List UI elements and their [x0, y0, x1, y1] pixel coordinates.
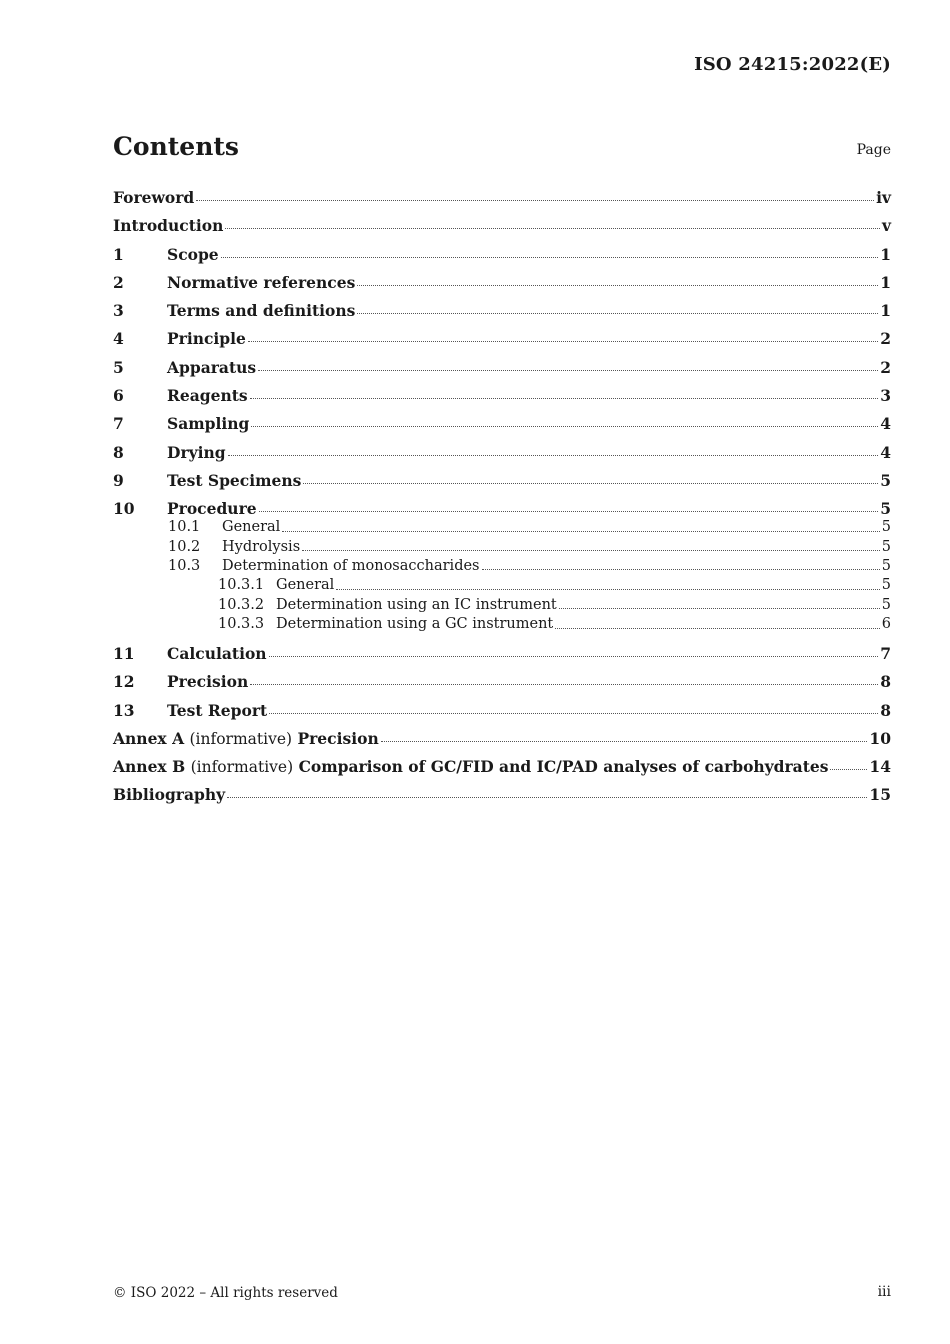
toc-page-number: 5: [880, 470, 891, 490]
dot-leader: [559, 607, 880, 609]
toc-clause-number: 2: [113, 272, 124, 292]
toc-entry-introduction[interactable]: [113, 216, 891, 235]
toc-entry-test-specimens[interactable]: [113, 471, 891, 490]
dot-leader: [269, 655, 879, 657]
toc-page-number: 10: [869, 728, 891, 748]
dot-leader: [225, 227, 880, 229]
toc-page-number: 14: [869, 757, 891, 777]
toc-entry-procedure[interactable]: [113, 499, 891, 518]
toc-clause-number: 10.3.3: [218, 616, 265, 633]
dot-leader: [336, 588, 879, 590]
toc-entry-foreword[interactable]: [113, 188, 891, 207]
toc-entry-general[interactable]: [113, 518, 891, 537]
toc-entry-title: Normative references: [167, 272, 356, 292]
toc-entry-title: Foreword: [113, 188, 195, 207]
toc-clause-number: 10.3.2: [218, 596, 265, 613]
toc-page-number: 4: [880, 442, 891, 462]
toc-entry-terms-and-definitions[interactable]: [113, 301, 891, 320]
toc-entry-title: [113, 729, 379, 749]
toc-entry-reagents[interactable]: [113, 386, 891, 405]
annex-label: Annex A: [113, 728, 185, 748]
toc-entry-title: Drying: [167, 442, 226, 462]
dot-leader: [227, 796, 867, 798]
dot-leader: [228, 454, 879, 456]
toc-entry-title: Introduction: [113, 216, 224, 236]
annex-title: Comparison of GC/FID and IC/PAD analyses of carbohydrates: [298, 757, 829, 777]
toc-entry-title: Hydrolysis: [222, 538, 301, 555]
dot-leader: [357, 284, 878, 286]
toc-page-number: 5: [881, 538, 891, 555]
toc-clause-number: 9: [113, 470, 124, 490]
page-number: iii: [877, 1284, 891, 1300]
toc-entry-calculation[interactable]: [113, 644, 891, 663]
toc-entry-annex-a[interactable]: [113, 729, 891, 748]
toc-entry-determination-of-monosaccharides[interactable]: [113, 557, 891, 576]
toc-clause-number: 4: [113, 329, 124, 349]
toc-page-number: 5: [881, 519, 891, 536]
toc-page-number: 6: [881, 616, 891, 633]
toc-entry-title: Terms and definitions: [167, 301, 356, 321]
contents-title: Contents: [113, 132, 240, 161]
toc-page-number: 5: [881, 577, 891, 594]
toc-entry-title: Procedure: [167, 499, 257, 519]
toc-page-number: 2: [880, 329, 891, 349]
toc-clause-number: 5: [113, 357, 124, 377]
dot-leader: [196, 199, 874, 201]
toc-entry-normative-references[interactable]: [113, 273, 891, 292]
toc-entry-general-sub[interactable]: [113, 576, 891, 595]
toc-entry-title: Determination of monosaccharides: [222, 558, 480, 575]
dot-leader: [302, 549, 880, 551]
toc-entry-precision[interactable]: [113, 672, 891, 691]
toc-page-number: 15: [869, 785, 891, 805]
dot-leader: [251, 425, 878, 427]
toc-entry-annex-b[interactable]: [113, 757, 891, 776]
toc-clause-number: 10: [113, 499, 135, 519]
dot-leader: [303, 482, 878, 484]
table-of-contents: [113, 184, 891, 804]
toc-entry-test-report[interactable]: [113, 701, 891, 720]
dot-leader: [259, 510, 879, 512]
toc-page-number: iv: [876, 188, 891, 207]
dot-leader: [248, 340, 878, 342]
toc-entry-principle[interactable]: [113, 329, 891, 348]
dot-leader: [381, 740, 868, 742]
toc-entry-apparatus[interactable]: [113, 358, 891, 377]
dot-leader: [258, 369, 878, 371]
toc-entry-title: Sampling: [167, 414, 250, 434]
toc-clause-number: 3: [113, 301, 124, 321]
toc-page-number: 2: [880, 357, 891, 377]
toc-clause-number: 13: [113, 700, 135, 720]
toc-entry-title: Reagents: [167, 386, 248, 406]
toc-entry-title: Principle: [167, 329, 246, 349]
toc-entry-title: [113, 757, 828, 777]
toc-entry-gc-instrument[interactable]: [113, 615, 891, 634]
toc-page-number: 1: [880, 301, 891, 321]
toc-page-number: 1: [880, 272, 891, 292]
page-column-label: Page: [856, 142, 891, 158]
toc-entry-title: Calculation: [167, 643, 267, 663]
dot-leader: [282, 530, 879, 532]
annex-note: (informative): [190, 758, 294, 777]
toc-page-number: 5: [880, 499, 891, 519]
copyright-notice: © ISO 2022 – All rights reserved: [113, 1285, 338, 1301]
toc-clause-number: 8: [113, 442, 124, 462]
toc-entry-title: Bibliography: [113, 785, 226, 805]
toc-entry-title: Apparatus: [167, 357, 257, 377]
toc-page-number: 8: [880, 700, 891, 720]
toc-page-number: 1: [880, 244, 891, 264]
toc-entry-ic-instrument[interactable]: [113, 596, 891, 615]
toc-entry-title: General: [276, 577, 335, 594]
toc-entry-scope[interactable]: [113, 245, 891, 264]
toc-clause-number: 10.2: [168, 538, 201, 555]
toc-clause-number: 10.1: [168, 519, 201, 536]
toc-clause-number: 10.3.1: [218, 577, 265, 594]
annex-title: Precision: [297, 728, 379, 748]
toc-page-number: 8: [880, 672, 891, 692]
toc-clause-number: 6: [113, 386, 124, 406]
toc-page-number: 5: [881, 596, 891, 613]
toc-clause-number: 7: [113, 414, 124, 434]
dot-leader: [830, 768, 867, 770]
dot-leader: [269, 712, 878, 714]
toc-clause-number: 1: [113, 244, 124, 264]
dot-leader: [221, 256, 879, 258]
toc-clause-number: 11: [113, 643, 135, 663]
toc-entry-drying[interactable]: [113, 443, 891, 462]
toc-page-number: v: [881, 216, 891, 236]
annex-note: (informative): [189, 729, 293, 748]
annex-label: Annex B: [113, 757, 186, 777]
toc-entry-title: Test Report: [167, 700, 268, 720]
dot-leader: [357, 312, 878, 314]
toc-entry-title: Test Specimens: [167, 470, 302, 490]
dot-leader: [482, 568, 880, 570]
dot-leader: [555, 627, 880, 629]
toc-clause-number: 10.3: [168, 558, 201, 575]
dot-leader: [250, 397, 879, 399]
toc-page-number: 3: [880, 386, 891, 406]
toc-page-number: 7: [880, 643, 891, 663]
toc-entry-title: Scope: [167, 244, 219, 264]
toc-entry-title: General: [222, 519, 281, 536]
toc-entry-hydrolysis[interactable]: [113, 538, 891, 557]
toc-page-number: 5: [881, 558, 891, 575]
dot-leader: [250, 683, 878, 685]
toc-page-number: 4: [880, 414, 891, 434]
toc-entry-bibliography[interactable]: [113, 785, 891, 804]
toc-entry-title: Determination using an IC instrument: [276, 596, 557, 613]
toc-entry-sampling[interactable]: [113, 414, 891, 433]
toc-entry-title: Precision: [167, 672, 249, 692]
toc-clause-number: 12: [113, 672, 135, 692]
toc-entry-title: Determination using a GC instrument: [276, 616, 554, 633]
document-id: ISO 24215:2022(E): [694, 54, 891, 75]
